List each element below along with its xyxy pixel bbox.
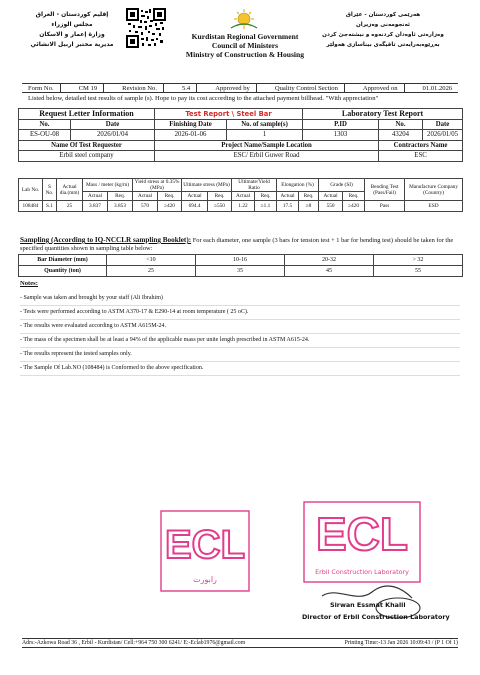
arabic-line-4: مديرية مختبر اربيل الانشائي bbox=[30, 41, 114, 48]
note-line: - The results were evaluated according to ASTM A615M-24. bbox=[20, 320, 460, 334]
sub-req: Req. bbox=[299, 192, 319, 201]
revision-label: Revision No. bbox=[122, 84, 157, 92]
test-report-label: Test Report \ Steel Bar bbox=[155, 109, 303, 120]
footer-print-time: Printing Time:-13 Jan 2026 10:09:43 / (P 1 Of 1) bbox=[344, 640, 458, 646]
lab-report-title: Laboratory Test Report bbox=[303, 109, 463, 120]
hdr-ultimate: Ultimate stress (MPa) bbox=[182, 179, 232, 192]
sub-actual: Actual bbox=[133, 192, 158, 201]
signature-icon bbox=[322, 586, 412, 598]
diameter-3: 20-32 bbox=[285, 255, 374, 266]
sub-actual: Actual bbox=[182, 192, 208, 201]
hdr-ratio: Ultimate/Yield Ratio bbox=[232, 179, 277, 192]
arabic-header bbox=[22, 10, 122, 50]
cell-manufacture: ESD bbox=[405, 201, 463, 212]
stamp-right-logo: ECL bbox=[316, 508, 408, 560]
pid-value: 1303 bbox=[303, 130, 379, 141]
contractors-label: Contractors Name bbox=[379, 140, 463, 151]
lab-stamp-left bbox=[160, 510, 250, 592]
project-label: Project Name/Sample Location bbox=[155, 140, 379, 151]
sampling-table bbox=[18, 254, 463, 277]
sub-actual: Actual bbox=[83, 192, 108, 201]
note-line: - Sample was taken and brought by your staff (Ali Ibrahim) bbox=[20, 292, 460, 306]
hdr-manufacture: Manufacture Company (Country) bbox=[405, 179, 463, 201]
bar-diameter-label: Bar Diameter (mm) bbox=[19, 255, 107, 266]
cell-grade-actual: 550 bbox=[319, 201, 343, 212]
requester-value: Erbil steel company bbox=[19, 151, 155, 162]
intro-text: Listed below, detailed test results of sample (s). Hope to pay its cost according to the attached payment billhead. "With appreciation" bbox=[28, 95, 379, 102]
col-samples: No. of sample(s) bbox=[227, 119, 303, 130]
cell-ultimate-req: ≥550 bbox=[208, 201, 232, 212]
request-date: 2026/01/04 bbox=[71, 130, 155, 141]
col-no: No. bbox=[19, 119, 71, 130]
request-title: Request Letter Information bbox=[19, 109, 155, 120]
cell-dia: 25 bbox=[57, 201, 83, 212]
page-footer bbox=[22, 638, 458, 648]
results-table bbox=[18, 178, 463, 212]
cell-ratio-actual: 1.22 bbox=[232, 201, 255, 212]
approved-by-value: Quality Control Section bbox=[274, 84, 338, 92]
signatory-title: Director of Erbil Construction Laboratory bbox=[302, 613, 450, 621]
diameter-4: > 32 bbox=[374, 255, 463, 266]
diameter-1: <10 bbox=[107, 255, 196, 266]
col-finishing: Finishing Date bbox=[155, 119, 227, 130]
request-no: ES-OU-08 bbox=[19, 130, 71, 141]
sampling-heading bbox=[20, 236, 460, 253]
lab-date-value: 2026/01/05 bbox=[423, 130, 463, 141]
cell-ultimate-actual: 694.4 bbox=[182, 201, 208, 212]
hdr-grade: Grade (SI) bbox=[319, 179, 365, 192]
cell-mass-actual: 3.837 bbox=[83, 201, 108, 212]
cell-mass-req: 3.853 bbox=[108, 201, 133, 212]
quantity-1: 25 bbox=[107, 266, 196, 277]
council-title: Council of Ministers bbox=[211, 41, 279, 50]
note-line: - The Sample Of Lab.NO (108484) is Conformed to the above specification. bbox=[20, 362, 460, 376]
note-line: - The results represent the tested samples only. bbox=[20, 348, 460, 362]
sub-actual: Actual bbox=[232, 192, 255, 201]
krg-title: Kurdistan Regional Government bbox=[191, 32, 299, 41]
col-date2: Date bbox=[423, 119, 463, 130]
note-line: - Tests were performed according to ASTM A370-17 & E290-14 at room temperature ( 25 oC). bbox=[20, 306, 460, 320]
lab-no-value: 43204 bbox=[379, 130, 423, 141]
hdr-bending: Bending Test (Pass/Fail) bbox=[365, 179, 405, 201]
cell-elong-actual: 17.5 bbox=[277, 201, 299, 212]
hdr-lab-no: Lab No. bbox=[19, 179, 43, 201]
government-emblem-icon bbox=[230, 8, 258, 30]
arabic-line-1: إقليم كوردستان - العراق bbox=[35, 11, 109, 18]
cell-yield-actual: 570 bbox=[133, 201, 158, 212]
contractor-value: ESC bbox=[379, 151, 463, 162]
hdr-elongation: Elongation (%) bbox=[277, 179, 319, 192]
col-pid: P.ID bbox=[303, 119, 379, 130]
sub-req: Req. bbox=[158, 192, 182, 201]
project-value: ESC/ Erbil Guwer Road bbox=[155, 151, 379, 162]
request-info-table bbox=[18, 108, 463, 162]
cell-s-no: S.1 bbox=[43, 201, 57, 212]
sample-count: 1 bbox=[227, 130, 303, 141]
kurdish-line-1: هەرێمی کوردستان - عێراق bbox=[345, 12, 421, 18]
kurdish-line-4: بەڕێوەبەرایەتی تاقیگەی بیناسازی هەولێر bbox=[326, 42, 440, 48]
sub-req: Req. bbox=[208, 192, 232, 201]
approved-on-value: 01.01.2026 bbox=[422, 84, 453, 92]
qr-code-icon bbox=[126, 8, 166, 48]
hdr-yield: Yield stress at 0.35%(MPa) bbox=[133, 179, 182, 192]
quantity-4: 55 bbox=[374, 266, 463, 277]
cell-elong-req: ≥8 bbox=[299, 201, 319, 212]
form-info-strip bbox=[22, 83, 458, 93]
quantity-label: Quantity (ton) bbox=[19, 266, 107, 277]
diameter-2: 10-16 bbox=[196, 255, 285, 266]
stamp-left-logo: ECL bbox=[165, 523, 245, 567]
hdr-s-no: S No. bbox=[43, 179, 57, 201]
col-no2: No. bbox=[379, 119, 423, 130]
form-no-value: CM 19 bbox=[78, 84, 98, 92]
sub-actual: Actual bbox=[277, 192, 299, 201]
cell-ratio-req: ≥1.1 bbox=[255, 201, 277, 212]
signatory-name: Sirwan Essmat Khalil bbox=[330, 601, 406, 609]
arabic-line-2: مجلس الوزراء bbox=[51, 21, 93, 28]
english-header bbox=[170, 32, 320, 59]
notes-title: Notes: bbox=[20, 280, 38, 287]
sampling-title: Sampling (According to IQ-NCCLR sampling Booklet): bbox=[20, 236, 192, 244]
cell-yield-req: ≥420 bbox=[158, 201, 182, 212]
kurdish-line-2: ئەنجومەنی وەزیران bbox=[356, 22, 410, 28]
table-row bbox=[19, 201, 463, 212]
finishing-date: 2026-01-06 bbox=[155, 130, 227, 141]
form-no-label: Form No. bbox=[28, 84, 54, 92]
cell-lab-no: 108484 bbox=[19, 201, 43, 212]
quantity-2: 35 bbox=[196, 266, 285, 277]
col-date: Date bbox=[71, 119, 155, 130]
letterhead bbox=[22, 8, 458, 80]
note-line: - The mass of the specimen shall be at least a 94% of the applicable mass per unite length prescribed in ASTM A615-24. bbox=[20, 334, 460, 348]
cell-bending: Pass bbox=[365, 201, 405, 212]
revision-value: 5.4 bbox=[181, 84, 191, 92]
quantity-3: 45 bbox=[285, 266, 374, 277]
kurdish-header bbox=[308, 10, 458, 50]
sub-actual: Actual bbox=[319, 192, 343, 201]
hdr-mass: Mass / meter (kg/m) bbox=[83, 179, 133, 192]
sub-req: Req. bbox=[108, 192, 133, 201]
footer-address: Adrs:-Azkowa Road 36 , Erbil - Kurdistan/ Cell:+964 750 300 6241/ E:-Eclab1976@gmail.com bbox=[22, 640, 246, 646]
requester-label: Name Of Test Requester bbox=[19, 140, 155, 151]
kurdish-line-3: وەزارەتی ئاوەدان کردنەوە و نیشتەجێ کردن bbox=[322, 32, 444, 38]
approved-by-label: Approved by bbox=[215, 84, 250, 92]
sub-req: Req. bbox=[343, 192, 365, 201]
stamp-left-sub: رابورت bbox=[193, 575, 217, 584]
arabic-line-3: وزارة إعمار و الاسكان bbox=[39, 31, 105, 38]
approved-on-label: Approved on bbox=[362, 84, 398, 92]
hdr-actual-dia: Actual dia.(mm) bbox=[57, 179, 83, 201]
sub-req: Req. bbox=[255, 192, 277, 201]
notes-section bbox=[20, 280, 460, 376]
stamp-right-sub: Erbil Construction Laboratory bbox=[315, 568, 409, 576]
ministry-title: Ministry of Construction & Housing bbox=[185, 50, 305, 59]
sampling-text: For each diameter, one sample (3 bars for tension test + 1 bar for bending test) should be taken for the specified quantities shown in sampling table below: bbox=[20, 237, 454, 252]
cell-grade-req: ≥420 bbox=[343, 201, 365, 212]
